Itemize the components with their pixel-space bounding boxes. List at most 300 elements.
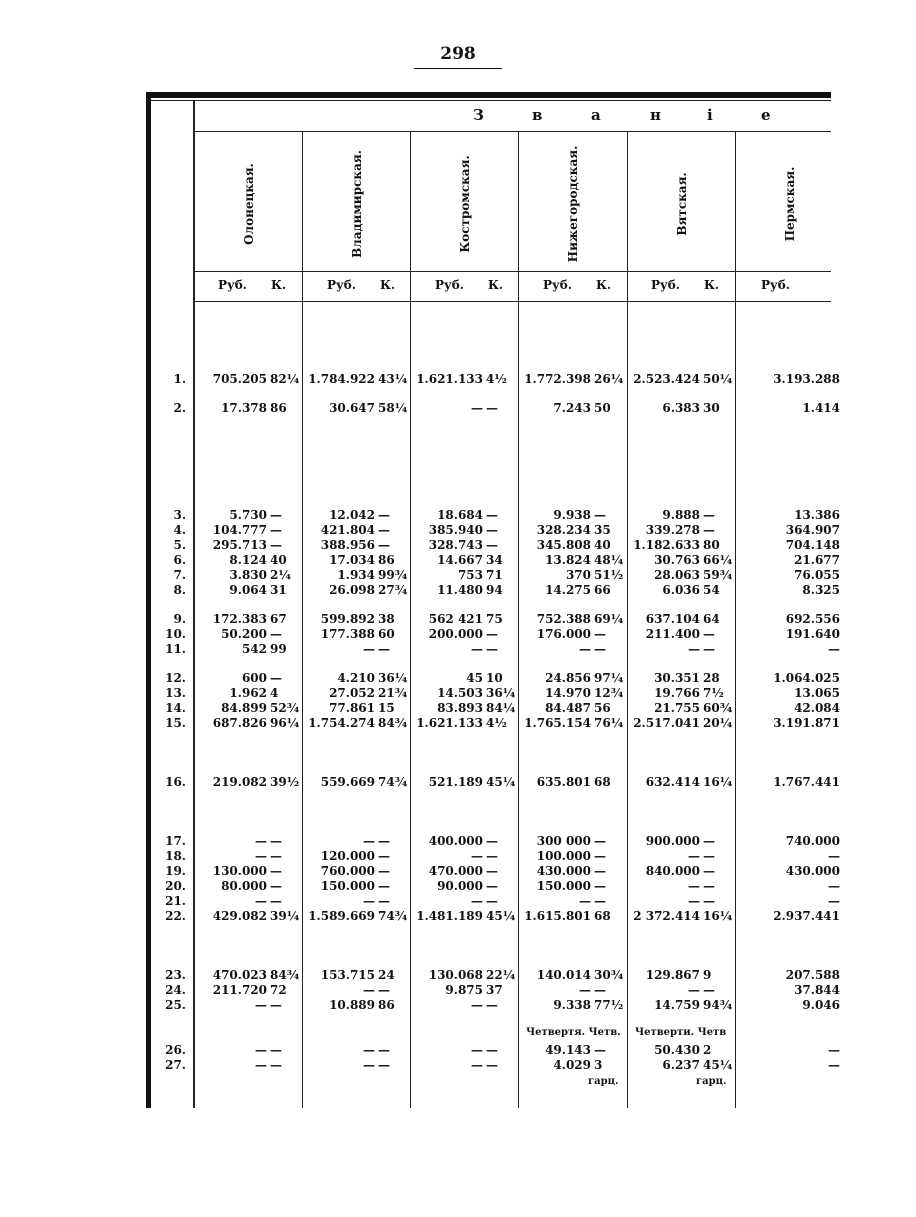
cell-kopecks: 99 — [270, 642, 287, 656]
cell-kopecks: 38 — [378, 612, 395, 626]
cell-kopecks: 94 — [486, 583, 503, 597]
cell-rubles: 3.830 — [229, 568, 267, 582]
note-nizhny-header: Четвертя. Четв. — [526, 1027, 621, 1038]
row-number: 26. — [165, 1043, 186, 1057]
row-number: 9. — [173, 612, 186, 626]
cell-kopecks: — — [486, 642, 498, 656]
section-title — [195, 106, 831, 126]
cell-kopecks: — — [378, 508, 390, 522]
cell-rubles: 207.588 — [785, 968, 840, 982]
cell-rubles: — — [688, 894, 700, 908]
cell-rubles: 2 372.414 — [633, 909, 700, 923]
cell-kopecks: — — [270, 1058, 282, 1072]
cell-rubles: 150.000 — [536, 879, 591, 893]
cell-rubles: 17.034 — [329, 553, 375, 567]
cell-kopecks: — — [486, 849, 498, 863]
cell-kopecks: — — [270, 894, 282, 908]
cell-rubles: 9.888 — [662, 508, 700, 522]
cell-rubles: 364.907 — [785, 523, 840, 537]
cell-kopecks: 51½ — [594, 568, 624, 582]
cell-rubles: 1.962 — [229, 686, 267, 700]
cell-kopecks: 68 — [594, 909, 611, 923]
cell-rubles: 760.000 — [320, 864, 375, 878]
cell-rubles: 5.730 — [229, 508, 267, 522]
cell-kopecks: — — [378, 983, 390, 997]
cell-rubles: 1.615.801 — [524, 909, 591, 923]
unit-rub: Руб. — [543, 278, 572, 292]
cell-rubles: 430.000 — [536, 864, 591, 878]
cell-rubles: — — [363, 894, 375, 908]
section-title-letter: е — [761, 106, 771, 124]
cell-kopecks: 35 — [594, 523, 611, 537]
cell-kopecks: — — [486, 1043, 498, 1057]
cell-kopecks: — — [594, 983, 606, 997]
cell-rubles: 6.383 — [662, 401, 700, 415]
cell-rubles: 1.589.669 — [308, 909, 375, 923]
cell-rubles: 76.055 — [794, 568, 840, 582]
table-frame-left — [146, 92, 151, 1108]
cell-kopecks: — — [486, 998, 498, 1012]
cell-rubles: 2.937.441 — [773, 909, 840, 923]
cell-rubles: 300 000 — [536, 834, 591, 848]
cell-rubles: 211.720 — [212, 983, 267, 997]
cell-rubles: 120.000 — [320, 849, 375, 863]
cell-rubles: 470.000 — [428, 864, 483, 878]
governorate-name: Вятская. — [674, 172, 689, 236]
cell-rubles: 176.000 — [536, 627, 591, 641]
cell-kopecks: — — [270, 864, 282, 878]
cell-kopecks: 45¼ — [486, 775, 516, 789]
cell-rubles: 27.052 — [329, 686, 375, 700]
cell-rubles: 30.763 — [654, 553, 700, 567]
cell-rubles: — — [471, 894, 483, 908]
cell-kopecks: 52¾ — [270, 701, 300, 715]
cell-rubles: 345.808 — [536, 538, 591, 552]
cell-kopecks: 39¼ — [270, 909, 300, 923]
cell-rubles: 84.487 — [545, 701, 591, 715]
cell-rubles: 14.759 — [654, 998, 700, 1012]
cell-rubles: — — [255, 1058, 267, 1072]
cell-rubles: 50.200 — [221, 627, 267, 641]
cell-kopecks: 22¼ — [486, 968, 516, 982]
cell-rubles: — — [688, 983, 700, 997]
cell-rubles: 6.237 — [662, 1058, 700, 1072]
row-number: 5. — [173, 538, 186, 552]
row-number: 13. — [165, 686, 186, 700]
cell-rubles: 9.338 — [553, 998, 591, 1012]
cell-kopecks: 97¼ — [594, 671, 624, 685]
row-number: 17. — [165, 834, 186, 848]
cell-rubles: 21.677 — [794, 553, 840, 567]
cell-kopecks: 67 — [270, 612, 287, 626]
row-number: 11. — [165, 642, 186, 656]
cell-rubles: 429.082 — [212, 909, 267, 923]
cell-rubles: 26.098 — [329, 583, 375, 597]
cell-rubles: 559.669 — [320, 775, 375, 789]
row-number: 3. — [173, 508, 186, 522]
cell-kopecks: — — [378, 864, 390, 878]
cell-kopecks: — — [594, 834, 606, 848]
cell-rubles: 14.275 — [545, 583, 591, 597]
cell-kopecks: — — [270, 879, 282, 893]
cell-rubles: 1.621.133 — [416, 372, 483, 386]
cell-rubles: — — [471, 401, 483, 415]
governorate-name: Нижегородская. — [565, 145, 580, 263]
governorate-name: Костромская. — [457, 155, 472, 253]
cell-kopecks: 99¾ — [378, 568, 408, 582]
row-number: 1. — [173, 372, 186, 386]
cell-rubles: 30.351 — [654, 671, 700, 685]
cell-kopecks: — — [270, 671, 282, 685]
cell-rubles: — — [255, 998, 267, 1012]
note-garts: гарц. — [588, 1076, 619, 1087]
row-number: 19. — [165, 864, 186, 878]
cell-rubles: — — [255, 834, 267, 848]
cell-rubles: 600 — [241, 671, 267, 685]
cell-rubles: — — [828, 1058, 840, 1072]
cell-rubles: 4.029 — [553, 1058, 591, 1072]
cell-rubles: 328.234 — [536, 523, 591, 537]
cell-kopecks: 64 — [703, 612, 720, 626]
cell-rubles: — — [688, 879, 700, 893]
cell-kopecks: 45¼ — [703, 1058, 733, 1072]
cell-kopecks: — — [378, 834, 390, 848]
cell-rubles: 42.084 — [794, 701, 840, 715]
cell-rubles: 521.189 — [428, 775, 483, 789]
note-vyatka-header: Четверти. Четв — [635, 1027, 727, 1038]
cell-kopecks: — — [378, 1043, 390, 1057]
row-number: 6. — [173, 553, 186, 567]
cell-rubles: 704.148 — [785, 538, 840, 552]
cell-kopecks: 86 — [378, 553, 395, 567]
cell-rubles: — — [471, 642, 483, 656]
cell-rubles: 19.766 — [654, 686, 700, 700]
cell-kopecks: 66 — [594, 583, 611, 597]
cell-rubles: 84.899 — [221, 701, 267, 715]
cell-kopecks: 56 — [594, 701, 611, 715]
cell-kopecks: — — [594, 879, 606, 893]
cell-kopecks: — — [594, 849, 606, 863]
cell-rubles: — — [363, 642, 375, 656]
cell-kopecks: — — [270, 834, 282, 848]
cell-rubles: 104.777 — [212, 523, 267, 537]
cell-kopecks: 40 — [270, 553, 287, 567]
table-frame-top-thin — [146, 100, 831, 101]
cell-rubles: 100.000 — [536, 849, 591, 863]
cell-kopecks: 27¾ — [378, 583, 408, 597]
cell-rubles: 30.647 — [329, 401, 375, 415]
cell-kopecks: 26¼ — [594, 372, 624, 386]
cell-kopecks: 68 — [594, 775, 611, 789]
cell-kopecks: — — [703, 508, 715, 522]
cell-kopecks: 71 — [486, 568, 503, 582]
row-number: 20. — [165, 879, 186, 893]
cell-kopecks: 48¼ — [594, 553, 624, 567]
governorate-header-perm — [736, 140, 843, 268]
cell-rubles: 140.014 — [536, 968, 591, 982]
cell-rubles: — — [828, 849, 840, 863]
cell-kopecks: 76¼ — [594, 716, 624, 730]
cell-rubles: 200.000 — [428, 627, 483, 641]
cell-rubles: 2.517.041 — [633, 716, 700, 730]
cell-rubles: 4.210 — [337, 671, 375, 685]
cell-rubles: — — [579, 642, 591, 656]
cell-rubles: 90.000 — [437, 879, 483, 893]
cell-kopecks: — — [703, 523, 715, 537]
cell-kopecks: — — [486, 1058, 498, 1072]
cell-rubles: 421.804 — [320, 523, 375, 537]
cell-rubles: 1.621.133 — [416, 716, 483, 730]
unit-kop: К. — [488, 278, 504, 292]
row-number: 27. — [165, 1058, 186, 1072]
row-number: 7. — [173, 568, 186, 582]
cell-kopecks: — — [378, 894, 390, 908]
cell-rubles: 542 — [241, 642, 267, 656]
cell-rubles: — — [828, 894, 840, 908]
cell-kopecks: 34 — [486, 553, 503, 567]
cell-kopecks: — — [270, 849, 282, 863]
cell-kopecks: 69¼ — [594, 612, 624, 626]
cell-kopecks: 16¼ — [703, 909, 733, 923]
cell-rubles: 1.481.189 — [416, 909, 483, 923]
cell-rubles: — — [255, 1043, 267, 1057]
cell-kopecks: — — [270, 523, 282, 537]
page-number-rule — [414, 68, 502, 69]
cell-rubles: 632.414 — [645, 775, 700, 789]
cell-kopecks: 30 — [703, 401, 720, 415]
cell-rubles: 150.000 — [320, 879, 375, 893]
unit-rub: Руб. — [651, 278, 680, 292]
cell-kopecks: 84¾ — [270, 968, 300, 982]
cell-kopecks: 50 — [594, 401, 611, 415]
cell-kopecks: — — [486, 627, 498, 641]
cell-rubles: 28.063 — [654, 568, 700, 582]
section-title-letter: З — [473, 106, 484, 124]
cell-kopecks: 4½ — [486, 372, 507, 386]
unit-rub: Руб. — [435, 278, 464, 292]
cell-kopecks: 45¼ — [486, 909, 516, 923]
cell-rubles: 191.640 — [785, 627, 840, 641]
unit-kop: К. — [380, 278, 396, 292]
cell-kopecks: — — [270, 998, 282, 1012]
cell-rubles: 12.042 — [329, 508, 375, 522]
cell-kopecks: 96¼ — [270, 716, 300, 730]
cell-kopecks: — — [486, 879, 498, 893]
cell-rubles: — — [828, 642, 840, 656]
cell-kopecks: — — [703, 864, 715, 878]
cell-rubles: 9.046 — [802, 998, 840, 1012]
cell-kopecks: 36¼ — [378, 671, 408, 685]
cell-rubles: 840.000 — [645, 864, 700, 878]
cell-kopecks: 2¼ — [270, 568, 291, 582]
governorate-name: Пермская. — [782, 166, 797, 242]
cell-kopecks: — — [594, 642, 606, 656]
cell-rubles: 13.065 — [794, 686, 840, 700]
cell-rubles: 172.383 — [212, 612, 267, 626]
cell-kopecks: 80 — [703, 538, 720, 552]
cell-kopecks: 40 — [594, 538, 611, 552]
cell-kopecks: — — [486, 523, 498, 537]
cell-rubles: 752.388 — [536, 612, 591, 626]
cell-rubles: 635.801 — [536, 775, 591, 789]
cell-rubles: 637.104 — [645, 612, 700, 626]
cell-kopecks: — — [703, 834, 715, 848]
section-title-letter: в — [532, 106, 543, 124]
cell-kopecks: 31 — [270, 583, 287, 597]
cell-rubles: — — [828, 1043, 840, 1057]
cell-rubles: 17.378 — [221, 401, 267, 415]
unit-kop: К. — [704, 278, 720, 292]
unit-kop: К. — [271, 278, 287, 292]
cell-rubles: 1.767.441 — [773, 775, 840, 789]
cell-kopecks: 20¼ — [703, 716, 733, 730]
cell-rubles: 9.875 — [445, 983, 483, 997]
cell-rubles: — — [471, 1058, 483, 1072]
cell-kopecks: 43¼ — [378, 372, 408, 386]
cell-kopecks: — — [703, 627, 715, 641]
section-title-letter: і — [707, 106, 713, 124]
cell-rubles: 177.388 — [320, 627, 375, 641]
cell-rubles: 49.143 — [545, 1043, 591, 1057]
cell-rubles: 13.824 — [545, 553, 591, 567]
cell-kopecks: — — [486, 508, 498, 522]
cell-rubles: 83.893 — [437, 701, 483, 715]
cell-rubles: 130.068 — [428, 968, 483, 982]
cell-rubles: — — [363, 834, 375, 848]
cell-rubles: — — [363, 983, 375, 997]
row-number: 8. — [173, 583, 186, 597]
governorate-name: Олонецкая. — [241, 163, 256, 245]
cell-kopecks: 84¼ — [486, 701, 516, 715]
row-number: 22. — [165, 909, 186, 923]
cell-rubles: 9.064 — [229, 583, 267, 597]
section-title-letter: а — [591, 106, 601, 124]
row-number: 16. — [165, 775, 186, 789]
cell-rubles: 388.956 — [320, 538, 375, 552]
cell-kopecks: 66¼ — [703, 553, 733, 567]
cell-rubles: 80.000 — [221, 879, 267, 893]
cell-kopecks: — — [594, 1043, 606, 1057]
unit-rub: Руб. — [327, 278, 356, 292]
row-number: 12. — [165, 671, 186, 685]
cell-rubles: 339.278 — [645, 523, 700, 537]
row-number: 18. — [165, 849, 186, 863]
cell-kopecks: 58¼ — [378, 401, 408, 415]
cell-kopecks: 15 — [378, 701, 395, 715]
cell-rubles: — — [688, 642, 700, 656]
row-number: 4. — [173, 523, 186, 537]
cell-rubles: 77.861 — [329, 701, 375, 715]
cell-rubles: 1.064.025 — [773, 671, 840, 685]
cell-kopecks: 4½ — [486, 716, 507, 730]
cell-rubles: 1.934 — [337, 568, 375, 582]
cell-rubles: 740.000 — [785, 834, 840, 848]
cell-rubles: — — [471, 1043, 483, 1057]
cell-rubles: 1.772.398 — [524, 372, 591, 386]
cell-kopecks: — — [270, 508, 282, 522]
cell-kopecks: 10 — [486, 671, 503, 685]
cell-kopecks: 74¾ — [378, 775, 408, 789]
cell-rubles: 11.480 — [437, 583, 483, 597]
cell-rubles: 14.503 — [437, 686, 483, 700]
cell-rubles: 1.754.274 — [308, 716, 375, 730]
row-number: 23. — [165, 968, 186, 982]
cell-kopecks: 74¾ — [378, 909, 408, 923]
cell-kopecks: 94¾ — [703, 998, 733, 1012]
cell-kopecks: — — [594, 627, 606, 641]
cell-kopecks: 59¾ — [703, 568, 733, 582]
cell-kopecks: 24 — [378, 968, 395, 982]
cell-rubles: 385.940 — [428, 523, 483, 537]
cell-rubles: 37.844 — [794, 983, 840, 997]
cell-rubles: 219.082 — [212, 775, 267, 789]
cell-rubles: 753 — [457, 568, 483, 582]
cell-rubles: 10.889 — [329, 998, 375, 1012]
cell-rubles: 705.205 — [212, 372, 267, 386]
cell-rubles: 21.755 — [654, 701, 700, 715]
cell-kopecks: 75 — [486, 612, 503, 626]
cell-rubles: 153.715 — [320, 968, 375, 982]
cell-kopecks: — — [270, 1043, 282, 1057]
cell-kopecks: 16¼ — [703, 775, 733, 789]
cell-rubles: 1.765.154 — [524, 716, 591, 730]
cell-rubles: 13.386 — [794, 508, 840, 522]
cell-kopecks: — — [594, 508, 606, 522]
cell-kopecks: 9 — [703, 968, 712, 982]
governorate-header-vladimir — [303, 140, 410, 268]
cell-rubles: 45 — [466, 671, 483, 685]
cell-kopecks: 77½ — [594, 998, 624, 1012]
cell-kopecks: — — [486, 538, 498, 552]
cell-rubles: 3.191.871 — [773, 716, 840, 730]
cell-rubles: — — [255, 894, 267, 908]
row-number: 10. — [165, 627, 186, 641]
cell-rubles: — — [828, 879, 840, 893]
cell-kopecks: 12¾ — [594, 686, 624, 700]
cell-kopecks: — — [703, 894, 715, 908]
governorate-header-kostroma — [411, 140, 518, 268]
cell-rubles: 9.938 — [553, 508, 591, 522]
cell-kopecks: — — [486, 894, 498, 908]
cell-kopecks: — — [378, 849, 390, 863]
row-number: 24. — [165, 983, 186, 997]
cell-kopecks: — — [703, 849, 715, 863]
cell-kopecks: — — [270, 538, 282, 552]
unit-rub: Руб. — [761, 278, 790, 292]
cell-kopecks: — — [378, 1058, 390, 1072]
cell-rubles: — — [255, 849, 267, 863]
cell-rubles: 687.826 — [212, 716, 267, 730]
cell-kopecks: — — [703, 879, 715, 893]
cell-kopecks: 4 — [270, 686, 279, 700]
cell-rubles: 370 — [565, 568, 591, 582]
unit-rub: Руб. — [218, 278, 247, 292]
cell-kopecks: — — [378, 879, 390, 893]
cell-kopecks: — — [378, 523, 390, 537]
cell-kopecks: — — [378, 642, 390, 656]
cell-kopecks: 86 — [378, 998, 395, 1012]
cell-kopecks: — — [270, 627, 282, 641]
cell-kopecks: — — [594, 894, 606, 908]
cell-kopecks: 82¼ — [270, 372, 300, 386]
cell-kopecks: 50¼ — [703, 372, 733, 386]
note-garts: гарц. — [696, 1076, 727, 1087]
cell-kopecks: — — [486, 401, 498, 415]
cell-kopecks: — — [594, 864, 606, 878]
cell-rubles: 1.182.633 — [633, 538, 700, 552]
cell-kopecks: 36¼ — [486, 686, 516, 700]
cell-kopecks: — — [486, 864, 498, 878]
